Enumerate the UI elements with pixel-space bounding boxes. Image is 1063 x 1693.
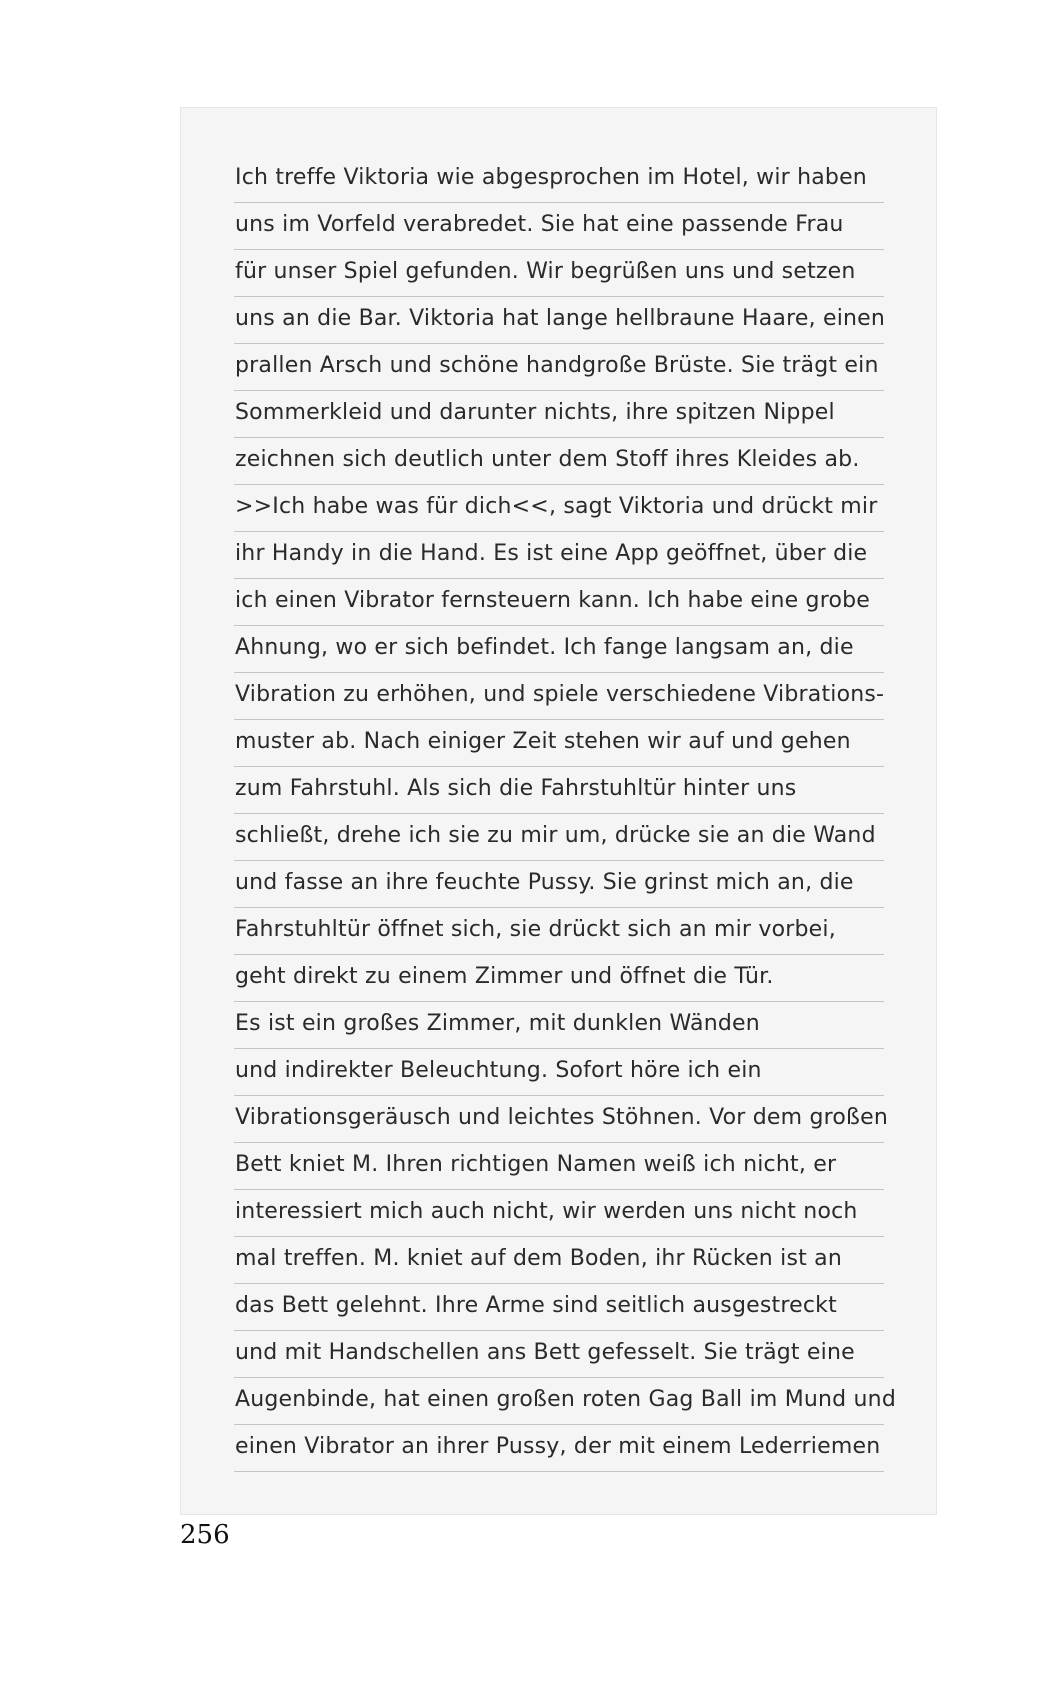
- text-line: einen Vibrator an ihrer Pussy, der mit einem Lederriemen: [234, 1425, 884, 1472]
- text-line: für unser Spiel gefunden. Wir begrüßen uns und setzen: [234, 250, 884, 297]
- text-line: zum Fahrstuhl. Als sich die Fahrstuhltür hinter uns: [234, 767, 884, 814]
- text-line: Es ist ein großes Zimmer, mit dunklen Wänden: [234, 1002, 884, 1049]
- page-number: 256: [180, 1520, 230, 1550]
- text-line: ihr Handy in die Hand. Es ist eine App geöffnet, über die: [234, 532, 884, 579]
- text-line: und indirekter Beleuchtung. Sofort höre ich ein: [234, 1049, 884, 1096]
- ruled-text-block: [234, 156, 896, 1472]
- text-line: Vibrationsgeräusch und leichtes Stöhnen. Vor dem großen: [234, 1096, 884, 1143]
- text-panel: [180, 107, 937, 1515]
- text-line: >>Ich habe was für dich<<, sagt Viktoria und drückt mir: [234, 485, 884, 532]
- text-line: mal treffen. M. kniet auf dem Boden, ihr Rücken ist an: [234, 1237, 884, 1284]
- text-line: Augenbinde, hat einen großen roten Gag Ball im Mund und: [234, 1378, 884, 1425]
- text-line: schließt, drehe ich sie zu mir um, drücke sie an die Wand: [234, 814, 884, 861]
- text-line: Sommerkleid und darunter nichts, ihre spitzen Nippel: [234, 391, 884, 438]
- text-line: uns im Vorfeld verabredet. Sie hat eine passende Frau: [234, 203, 884, 250]
- text-line: und fasse an ihre feuchte Pussy. Sie grinst mich an, die: [234, 861, 884, 908]
- text-line: Fahrstuhltür öffnet sich, sie drückt sich an mir vorbei,: [234, 908, 884, 955]
- text-line: Ich treffe Viktoria wie abgesprochen im Hotel, wir haben: [234, 156, 884, 203]
- text-line: und mit Handschellen ans Bett gefesselt. Sie trägt eine: [234, 1331, 884, 1378]
- text-line: Bett kniet M. Ihren richtigen Namen weiß ich nicht, er: [234, 1143, 884, 1190]
- text-line: zeichnen sich deutlich unter dem Stoff ihres Kleides ab.: [234, 438, 884, 485]
- text-line: Ahnung, wo er sich befindet. Ich fange langsam an, die: [234, 626, 884, 673]
- text-line: interessiert mich auch nicht, wir werden uns nicht noch: [234, 1190, 884, 1237]
- text-line: uns an die Bar. Viktoria hat lange hellbraune Haare, einen: [234, 297, 884, 344]
- text-line: muster ab. Nach einiger Zeit stehen wir auf und gehen: [234, 720, 884, 767]
- text-line: Vibration zu erhöhen, und spiele verschiedene Vibrations-: [234, 673, 884, 720]
- text-line: ich einen Vibrator fernsteuern kann. Ich habe eine grobe: [234, 579, 884, 626]
- text-line: geht direkt zu einem Zimmer und öffnet die Tür.: [234, 955, 884, 1002]
- text-line: prallen Arsch und schöne handgroße Brüste. Sie trägt ein: [234, 344, 884, 391]
- text-line: das Bett gelehnt. Ihre Arme sind seitlich ausgestreckt: [234, 1284, 884, 1331]
